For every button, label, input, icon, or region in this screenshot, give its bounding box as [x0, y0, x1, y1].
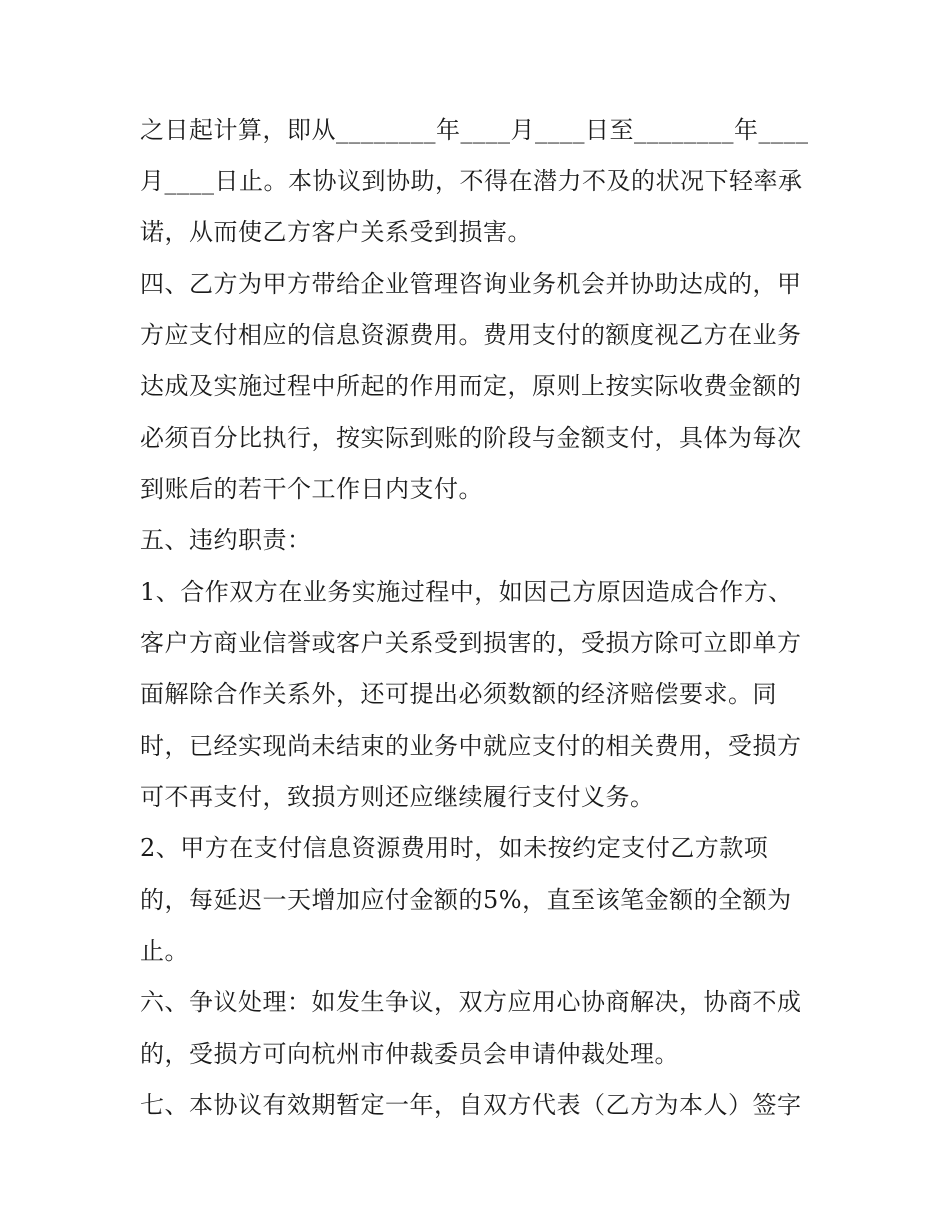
text-line: 1、合作双方在业务实施过程中，如因己方原因造成合作方、	[140, 578, 793, 606]
text-line: 可不再支付，致损方则还应继续履行支付义务。	[140, 783, 655, 811]
text-line: 七、本协议有效期暂定一年，自双方代表（乙方为本人）签字	[140, 1091, 802, 1119]
text-line: 2、甲方在支付信息资源费用时，如未按约定支付乙方款项	[140, 834, 769, 862]
text-line: 止。	[140, 937, 189, 965]
text-line: 的，每延迟一天增加应付金额的5%，直至该笔金额的全额为	[140, 886, 792, 914]
text-line: 之日起计算，即从________年____月____日至________年____	[140, 116, 809, 144]
text-line: 月____日止。本协议到协助，不得在潜力不及的状况下轻率承	[140, 167, 803, 195]
text-line: 诺，从而使乙方客户关系受到损害。	[140, 218, 532, 246]
text-line: 面解除合作关系外，还可提出必须数额的经济赔偿要求。同	[140, 680, 777, 708]
text-line: 六、争议处理：如发生争议，双方应用心协商解决，协商不成	[140, 988, 802, 1016]
text-line: 必须百分比执行，按实际到账的阶段与金额支付，具体为每次	[140, 424, 802, 452]
text-line: 的，受损方可向杭州市仲裁委员会申请仲裁处理。	[140, 1040, 679, 1068]
text-line: 到账后的若干个工作日内支付。	[140, 475, 483, 503]
section-heading: 五、违约职责：	[140, 526, 312, 554]
text-line: 达成及实施过程中所起的作用而定，原则上按实际收费金额的	[140, 372, 802, 400]
text-line: 四、乙方为甲方带给企业管理咨询业务机会并协助达成的，甲	[140, 270, 802, 298]
text-line: 方应支付相应的信息资源费用。费用支付的额度视乙方在业务	[140, 321, 802, 349]
text-line: 客户方商业信誉或客户关系受到损害的，受损方除可立即单方	[140, 629, 802, 657]
text-line: 时，已经实现尚未结束的业务中就应支付的相关费用，受损方	[140, 732, 802, 760]
